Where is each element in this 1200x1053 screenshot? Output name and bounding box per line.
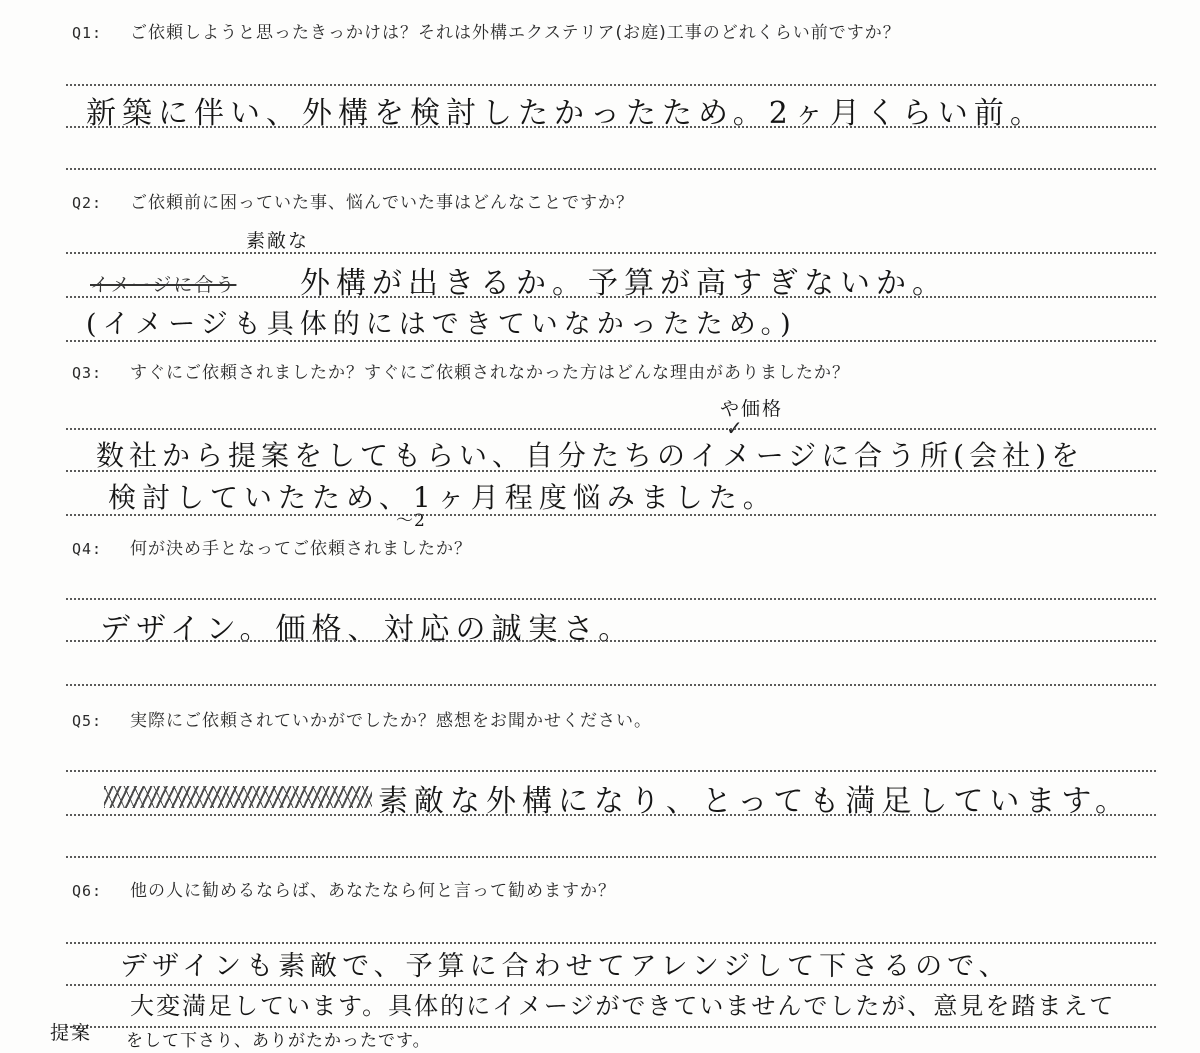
- question-text: すぐにご依頼されましたか？すぐにご依頼されなかった方はどんな理由がありましたか？: [130, 363, 850, 383]
- question-number: Q5:: [72, 712, 103, 730]
- question-3: [72, 358, 850, 383]
- question-text: ご依頼前に困っていた事、悩んでいた事はどんなことですか？: [130, 193, 634, 213]
- answer-rule: [66, 470, 1156, 472]
- answer-rule: [66, 126, 1156, 128]
- crossed-out-scribble: [104, 786, 372, 808]
- answer-2-line-2: (イメージも具体的にはできていなかったため。): [86, 309, 797, 340]
- answer-4: デザイン。価格、対応の誠実さ。: [100, 612, 635, 647]
- answer-2-line-1: 外構が出きるか。予算が高すぎないか。: [300, 266, 948, 301]
- answer-2-insertion: 素敵な: [246, 230, 310, 252]
- answer-3-line-2: 検討していたため、1ヶ月程度悩みました。: [108, 481, 777, 514]
- answer-rule: [66, 814, 1156, 816]
- question-number: Q6:: [72, 882, 103, 900]
- answer-rule: [66, 296, 1156, 298]
- question-text: 他の人に勧めるならば、あなたなら何と言って勧めますか？: [130, 881, 616, 901]
- question-number: Q2:: [72, 194, 103, 212]
- answer-rule: [66, 252, 1156, 254]
- answer-rule: [66, 84, 1156, 86]
- answer-rule: [66, 770, 1156, 772]
- insertion-caret: ✓: [726, 416, 743, 440]
- answer-5: 素敵な外構になり、とっても満足しています。: [378, 784, 1131, 819]
- answer-rule: [66, 428, 1156, 430]
- answer-rule: [66, 856, 1156, 858]
- question-2: [72, 188, 634, 213]
- answer-6-line-2: 大変満足しています。具体的にイメージができていませんでしたが、意見を踏まえて: [130, 992, 1116, 1020]
- answer-rule: [66, 168, 1156, 170]
- question-6: [72, 876, 616, 901]
- answer-rule: [66, 640, 1156, 642]
- question-4: [72, 534, 472, 559]
- question-5: [72, 706, 652, 731]
- question-text: 何が決め手となってご依頼されましたか？: [130, 539, 472, 559]
- question-number: Q1:: [72, 24, 103, 42]
- answer-3-insertion: や価格: [720, 398, 784, 420]
- answer-3-range-note: 〜2: [396, 511, 426, 531]
- answer-rule: [66, 340, 1156, 342]
- question-text: ご依頼しようと思ったきっかけは？それは外構エクステリア(お庭)工事のどれくらい前ですか？: [130, 23, 901, 43]
- answer-rule: [66, 514, 1156, 516]
- question-1: [72, 18, 901, 43]
- question-text: 実際にご依頼されていかがでしたか？感想をお聞かせください。: [130, 711, 652, 731]
- question-number: Q4:: [72, 540, 103, 558]
- answer-6-margin-note: 提案: [50, 1022, 93, 1044]
- answer-2-struck-text: イメージに合う: [90, 274, 237, 296]
- answer-rule: [66, 598, 1156, 600]
- answer-6-line-3: をして下さり、ありがたかったです。: [126, 1031, 431, 1051]
- answer-rule: [66, 684, 1156, 686]
- question-number: Q3:: [72, 364, 103, 382]
- answer-1: 新築に伴い、外構を検討したかったため。2ヶ月くらい前。: [86, 96, 1046, 131]
- answer-6-line-1: デザインも素敵で、予算に合わせてアレンジして下さるので、: [120, 951, 1011, 982]
- answer-3-line-1: 数社から提案をしてもらい、自分たちのイメージに合う所(会社)を: [96, 439, 1085, 472]
